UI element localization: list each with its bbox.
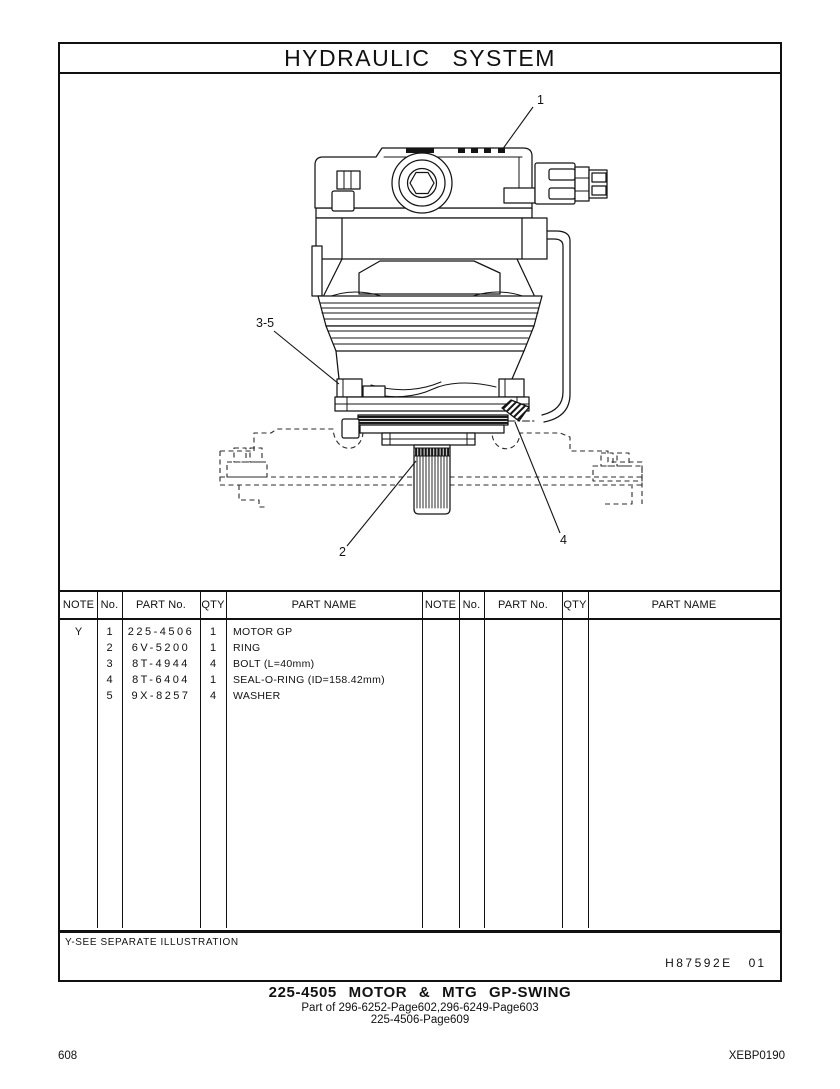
header-no-left: No. <box>100 599 119 611</box>
header-partno-right: PART No. <box>498 599 548 611</box>
table-body <box>60 620 780 928</box>
drawing-reference <box>665 956 766 970</box>
table-row <box>60 640 780 656</box>
cell-qty: 4 <box>209 690 217 702</box>
title-band <box>60 44 780 74</box>
drawing-ref-revision: 01 <box>748 956 766 970</box>
cell-note <box>60 688 97 704</box>
header-partno-left: PART No. <box>136 599 186 611</box>
cell-part-no: 8T-6404 <box>132 674 190 686</box>
header-no-right: No. <box>462 599 481 611</box>
callout-4-label: 4 <box>560 533 567 547</box>
cell-part-no: 8T-4944 <box>132 658 190 670</box>
footnote: Y-SEE SEPARATE ILLUSTRATION <box>65 937 239 948</box>
header-partname-left: PART NAME <box>291 599 357 611</box>
cell-qty: 1 <box>209 674 217 686</box>
assembly-diagram <box>60 74 780 590</box>
callout-1-label: 1 <box>537 93 544 107</box>
cell-part-name: RING <box>233 642 261 654</box>
page-title: HYDRAULIC SYSTEM <box>284 45 556 71</box>
cell-part-no: 6V-5200 <box>131 642 191 654</box>
table-row <box>60 656 780 672</box>
page-number: 608 <box>58 1050 78 1062</box>
table-row <box>60 688 780 704</box>
callout-3-5-label: 3-5 <box>256 316 275 330</box>
note-area <box>60 930 780 980</box>
page-reference: 225-4506-Page609 <box>370 1014 470 1026</box>
cell-note <box>60 656 97 672</box>
header-qty-left: QTY <box>201 599 225 611</box>
cell-no: 5 <box>106 690 113 702</box>
header-note-left: NOTE <box>62 599 95 611</box>
header-qty-right: QTY <box>563 599 587 611</box>
cell-note <box>60 672 97 688</box>
table-row <box>60 624 780 640</box>
doc-code: XEBP0190 <box>728 1050 785 1062</box>
cell-qty: 1 <box>209 642 217 654</box>
table-header-row <box>60 592 780 620</box>
table-row <box>60 672 780 688</box>
cell-part-no: 225-4506 <box>127 626 195 638</box>
hex-plug-icon <box>410 173 434 194</box>
header-partname-right: PART NAME <box>651 599 717 611</box>
callout-2-label: 2 <box>339 545 346 559</box>
motor-body <box>312 148 607 514</box>
cell-part-name: MOTOR GP <box>233 626 293 638</box>
part-of-reference: Part of 296-6252-Page602,296-6249-Page603 <box>301 1002 539 1014</box>
cell-part-name: WASHER <box>233 690 281 702</box>
cell-note: Y <box>74 626 83 638</box>
drawing-ref-code: H87592E <box>665 956 733 970</box>
sheet-border <box>58 42 782 982</box>
cell-part-name: BOLT (L=40mm) <box>233 658 315 670</box>
cell-no: 3 <box>106 658 113 670</box>
cell-no: 1 <box>106 626 113 638</box>
cell-qty: 4 <box>209 658 217 670</box>
parts-table <box>60 590 780 980</box>
caption-block <box>0 984 840 1026</box>
cell-no: 2 <box>106 642 113 654</box>
cell-part-name: SEAL-O-RING (ID=158.42mm) <box>233 674 385 686</box>
assembly-title: 225-4505 MOTOR & MTG GP-SWING <box>268 984 572 1001</box>
cell-part-no: 9X-8257 <box>131 690 191 702</box>
cell-no: 4 <box>106 674 113 686</box>
cell-note <box>60 640 97 656</box>
cell-qty: 1 <box>209 626 217 638</box>
header-note-right: NOTE <box>424 599 457 611</box>
